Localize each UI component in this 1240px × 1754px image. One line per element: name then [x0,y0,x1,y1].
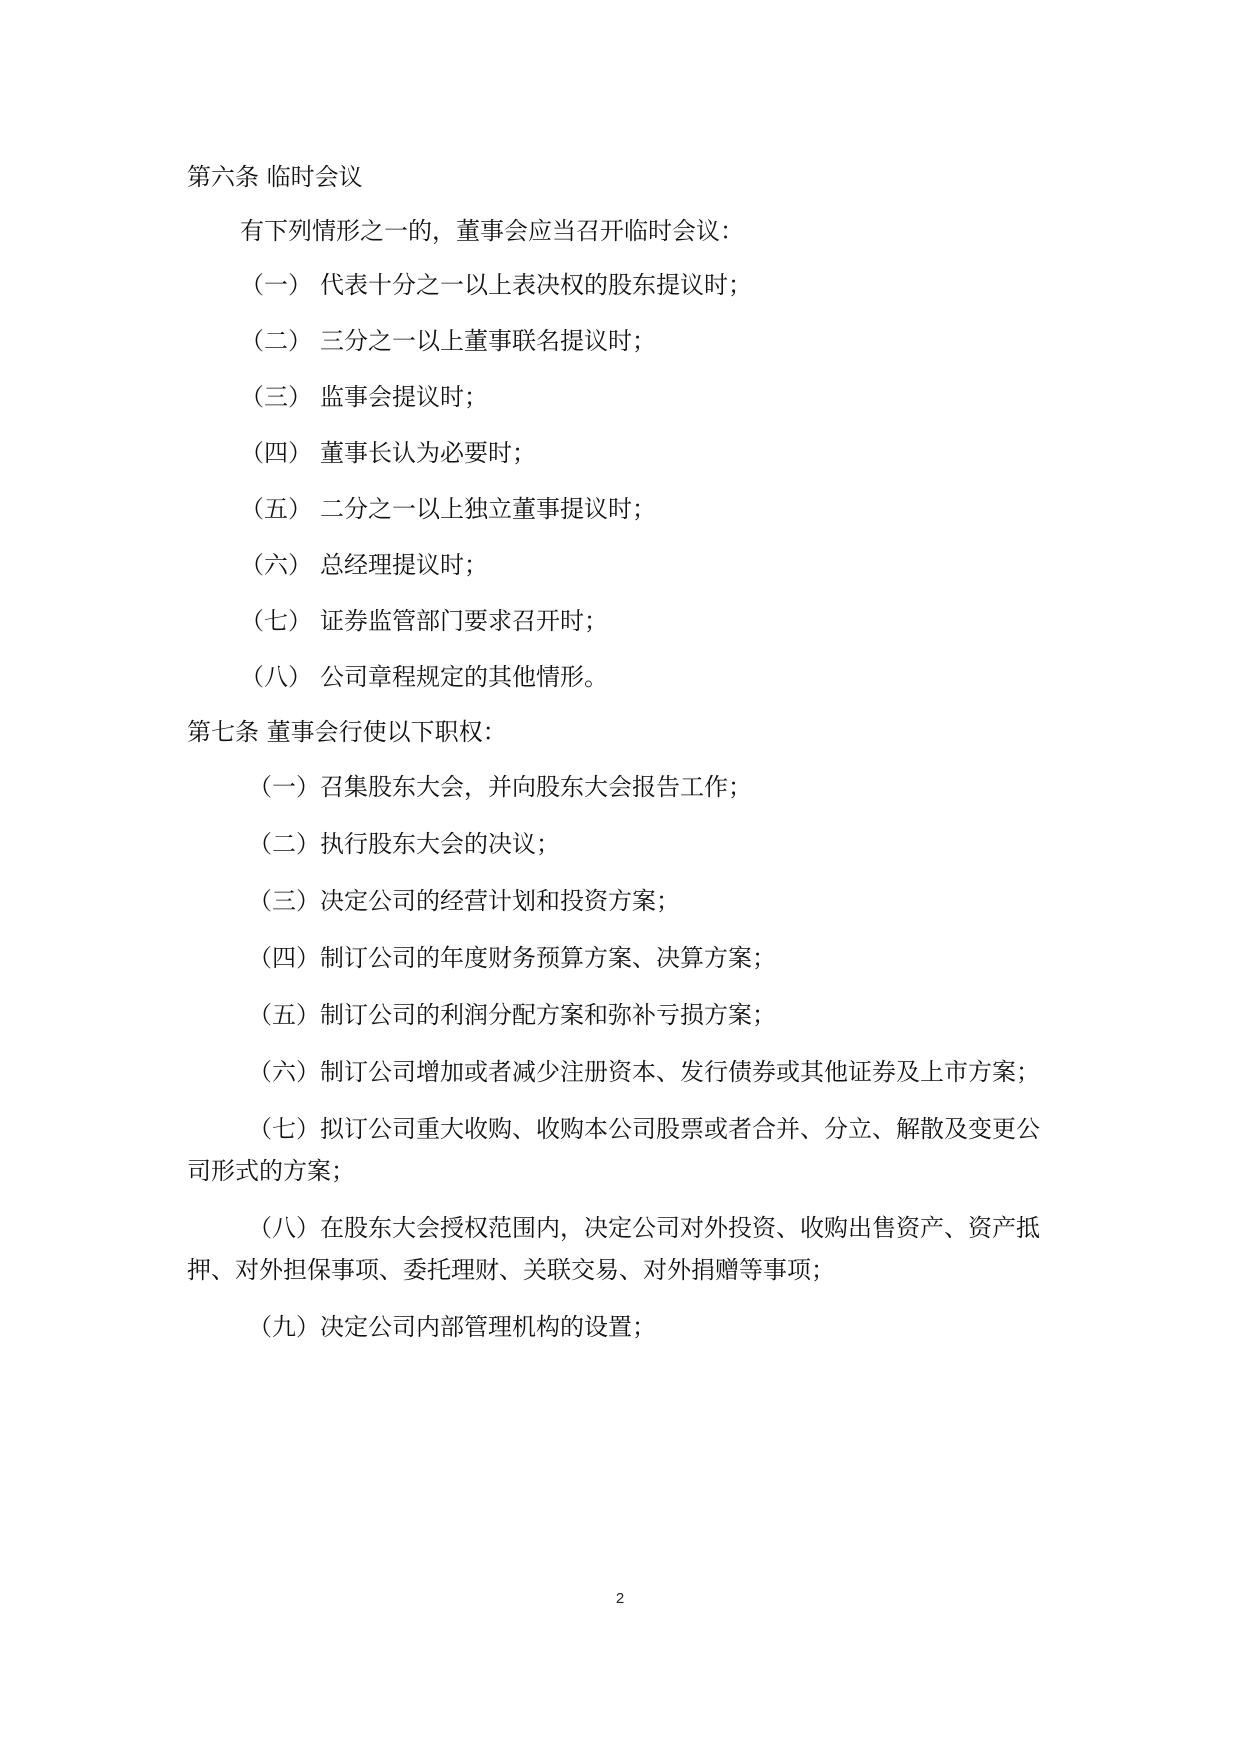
item-text: 证券监管部门要求召开时； [320,607,608,635]
item-number: （一） [248,773,320,801]
item-number: （五） [248,1001,320,1029]
item-number: （七） [248,1115,320,1143]
article-7-item [248,1213,1040,1243]
article-6-heading: 第六条 临时会议 [187,163,363,191]
item-number: （八） [240,663,312,691]
article-7-item [248,1000,776,1030]
article-6-item [240,494,656,524]
article-7-item-continuation: 押、对外担保事项、委托理财、关联交易、对外捐赠等事项； [187,1256,835,1284]
page-number: 2 [615,1590,625,1607]
item-number: （五） [240,495,312,523]
article-7-item [248,1312,656,1342]
item-number: （三） [248,887,320,915]
item-text: 监事会提议时； [320,383,488,411]
item-text: 制订公司的利润分配方案和弥补亏损方案； [320,1001,776,1029]
item-text: 拟订公司重大收购、收购本公司股票或者合并、分立、解散及变更公 [320,1115,1040,1143]
article-7-item [248,829,560,859]
article-6-item [240,270,752,300]
item-number: （七） [240,607,312,635]
article-6-item [240,382,488,412]
article-7-item [248,1114,1040,1144]
article-7-item-continuation: 司形式的方案； [187,1157,355,1185]
article-6-item [240,550,488,580]
item-number: （六） [248,1058,320,1086]
item-number: （八） [248,1214,320,1242]
item-number: （一） [240,271,312,299]
article-6-item [240,438,536,468]
article-7-item [248,1057,1040,1087]
article-6-intro: 有下列情形之一的，董事会应当召开临时会议： [240,217,744,245]
item-text: 代表十分之一以上表决权的股东提议时； [320,271,752,299]
item-text: 公司章程规定的其他情形。 [320,663,608,691]
item-text: 总经理提议时； [320,551,488,579]
article-7-item [248,772,752,802]
item-text: 在股东大会授权范围内，决定公司对外投资、收购出售资产、资产抵 [320,1214,1040,1242]
item-text: 决定公司内部管理机构的设置； [320,1313,656,1341]
item-number: （三） [240,383,312,411]
item-number: （二） [240,327,312,355]
article-7-item [248,886,680,916]
article-6-item [240,606,608,636]
item-number: （九） [248,1313,320,1341]
item-text: 制订公司增加或者减少注册资本、发行债券或其他证券及上市方案； [320,1058,1040,1086]
item-text: 二分之一以上独立董事提议时； [320,495,656,523]
item-text: 召集股东大会，并向股东大会报告工作； [320,773,752,801]
item-number: （二） [248,830,320,858]
item-number: （四） [248,944,320,972]
article-7-item [248,943,776,973]
item-number: （六） [240,551,312,579]
article-6-item [240,326,656,356]
item-number: （四） [240,439,312,467]
item-text: 三分之一以上董事联名提议时； [320,327,656,355]
item-text: 董事长认为必要时； [320,439,536,467]
article-6-item [240,662,608,692]
item-text: 制订公司的年度财务预算方案、决算方案； [320,944,776,972]
article-7-heading: 第七条 董事会行使以下职权： [187,718,507,746]
item-text: 执行股东大会的决议； [320,830,560,858]
item-text: 决定公司的经营计划和投资方案； [320,887,680,915]
